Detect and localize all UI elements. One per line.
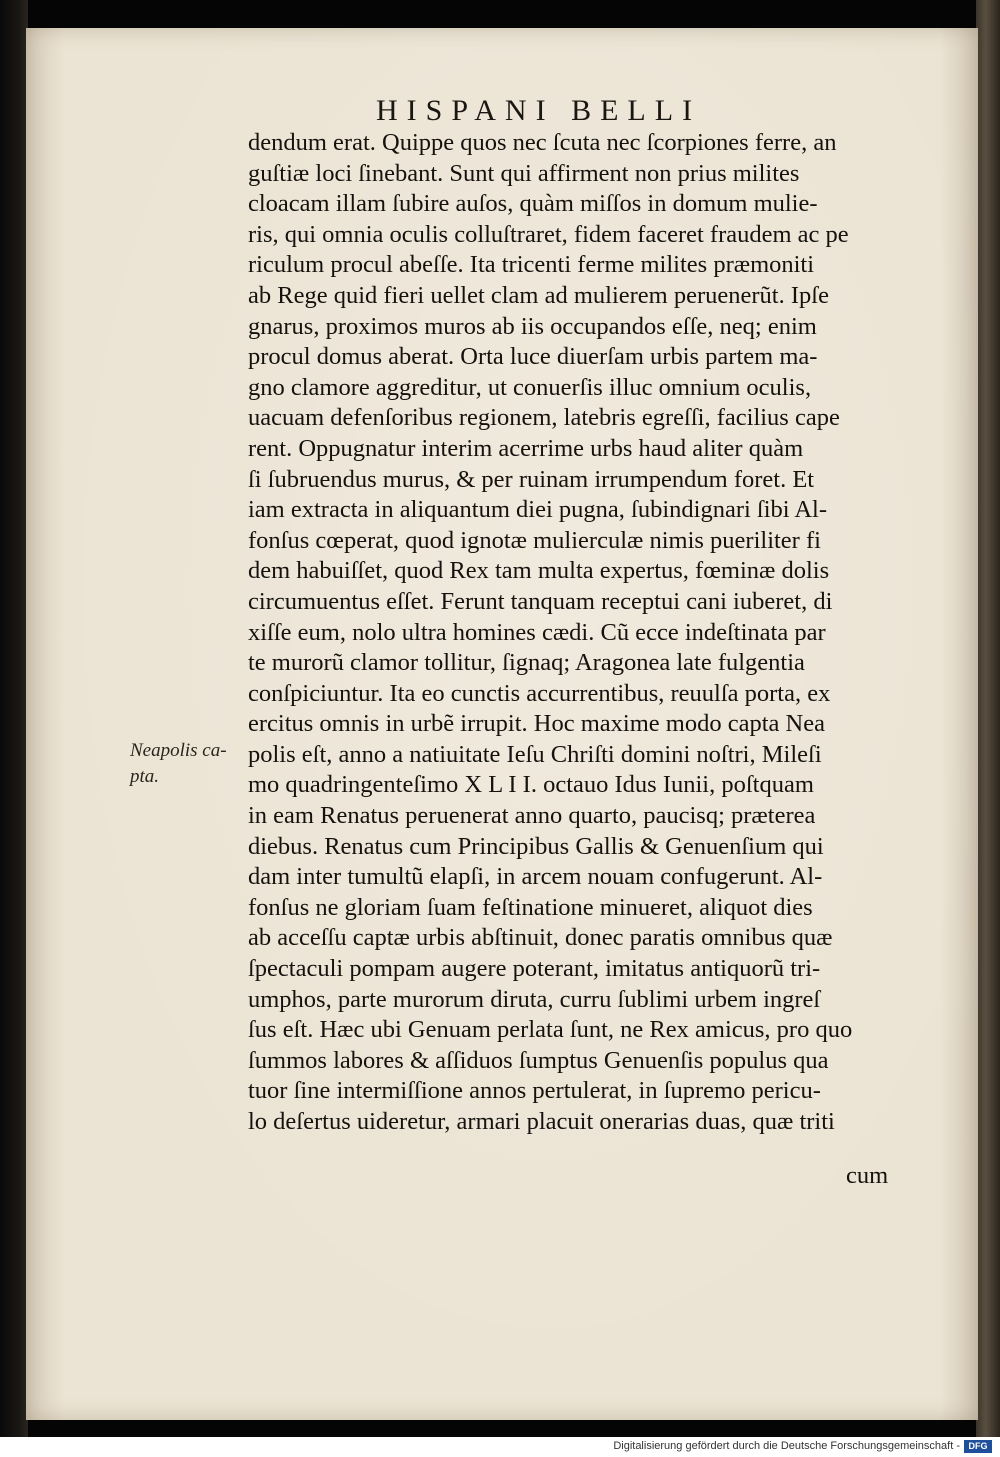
book-page [26,28,978,1420]
text-line: fonſus ne gloriam ſuam feſtinatione minueret, aliquot dies [248,893,813,921]
text-line: dem habuiſſet, quod Rex tam multa expertus, fœminæ dolis [248,557,830,585]
text-line: ab acceſſu captæ urbis abſtinuit, donec paratis omnibus quæ [248,924,833,952]
marginal-note-line: pta. [130,766,160,787]
text-line: ab Rege quid fieri uellet clam ad mulierem peruenerũt. Ipſe [248,281,829,309]
text-line: gnarus, proximos muros ab iis occupandos eſſe, neq; enim [248,312,817,340]
text-line: mo quadringenteſimo X L I I. octauo Idus Iunii, poſtquam [248,771,814,799]
book-binding-left [0,0,28,1437]
text-line: diebus. Renatus cum Principibus Gallis & Genuenſium qui [248,832,824,860]
marginal-note [130,738,240,790]
text-line: umphos, parte murorum diruta, curru ſublimi urbem ingreſ [248,985,821,1013]
text-line: cloacam illam ſubire auſos, quàm miſſos in domum mulie- [248,190,818,218]
text-line: ſi ſubruendus murus, & per ruinam irrumpendum foret. Et [248,465,815,493]
text-line: dendum erat. Quippe quos nec ſcuta nec ſcorpiones ferre, an [248,129,837,156]
text-line: ſpectaculi pompam augere poterant, imitatus antiquorũ tri- [248,955,821,983]
text-line: circumuentus eſſet. Ferunt tanquam receptui cani iuberet, di [248,587,833,615]
text-line: polis eſt, anno a natiuitate Ieſu Chriſti domini noſtri, Mileſi [248,740,822,768]
catchword: cum [846,1162,889,1189]
text-line: gno clamore aggreditur, ut conuerſis illuc omnium oculis, [248,373,812,401]
text-line: tuor ſine intermiſſione annos pertulerat, in ſupremo pericu- [248,1077,821,1105]
text-line: ſus eſt. Hæc ubi Genuam perlata ſunt, ne Rex amicus, pro quo [248,1016,853,1044]
text-line: ris, qui omnia oculis colluſtraret, fidem faceret fraudem ac pe [248,220,849,248]
text-line: in eam Renatus peruenerat anno quarto, paucisq; præterea [248,802,816,830]
marginal-note-line: Neapolis ca- [130,740,227,761]
footer-bar [0,1437,1000,1457]
text-line: riculum procul abeſſe. Ita tricenti ferme milites præmoniti [248,251,815,279]
text-line: uacuam defenſoribus regionem, latebris egreſſi, facilius cape [248,404,840,432]
text-line: dam inter tumultũ elapſi, in arcem nouam confugerunt. Al- [248,863,823,891]
text-line: iam extracta in aliquantum diei pugna, ſubindignari ſibi Al- [248,496,828,524]
dfg-logo-icon[interactable]: DFG [964,1440,992,1453]
running-head: HISPANI BELLI [376,94,702,127]
text-line: procul domus aberat. Orta luce diuerſam urbis partem ma- [248,343,818,371]
text-line: conſpiciuntur. Ita eo cunctis accurrentibus, reuulſa porta, ex [248,679,831,707]
text-line: ſummos labores & aſſiduos ſumptus Genuenſis populus qua [248,1046,829,1074]
text-line: te murorũ clamor tollitur, ſignaq; Aragonea late fulgentia [248,649,805,677]
text-line: rent. Oppugnatur interim acerrime urbs haud aliter quàm [248,434,804,462]
footer-funding-text: Digitalisierung gefördert durch die Deutsche Forschungsgemeinschaft - [613,1440,960,1452]
book-binding-right [976,0,1000,1437]
text-line: fonſus cœperat, quod ignotæ mulierculæ nimis pueriliter fi [248,526,821,554]
body-text [248,128,938,1138]
text-line: ercitus omnis in urbẽ irrupit. Hoc maxime modo capta Nea [248,710,825,738]
text-line: lo deſertus uideretur, armari placuit onerarias duas, quæ triti [248,1108,835,1135]
text-line: xiſſe eum, nolo ultra homines cædi. Cũ ecce indeſtinata par [248,618,826,646]
text-line: guſtiæ loci ſinebant. Sunt qui affirment non prius milites [248,159,800,187]
